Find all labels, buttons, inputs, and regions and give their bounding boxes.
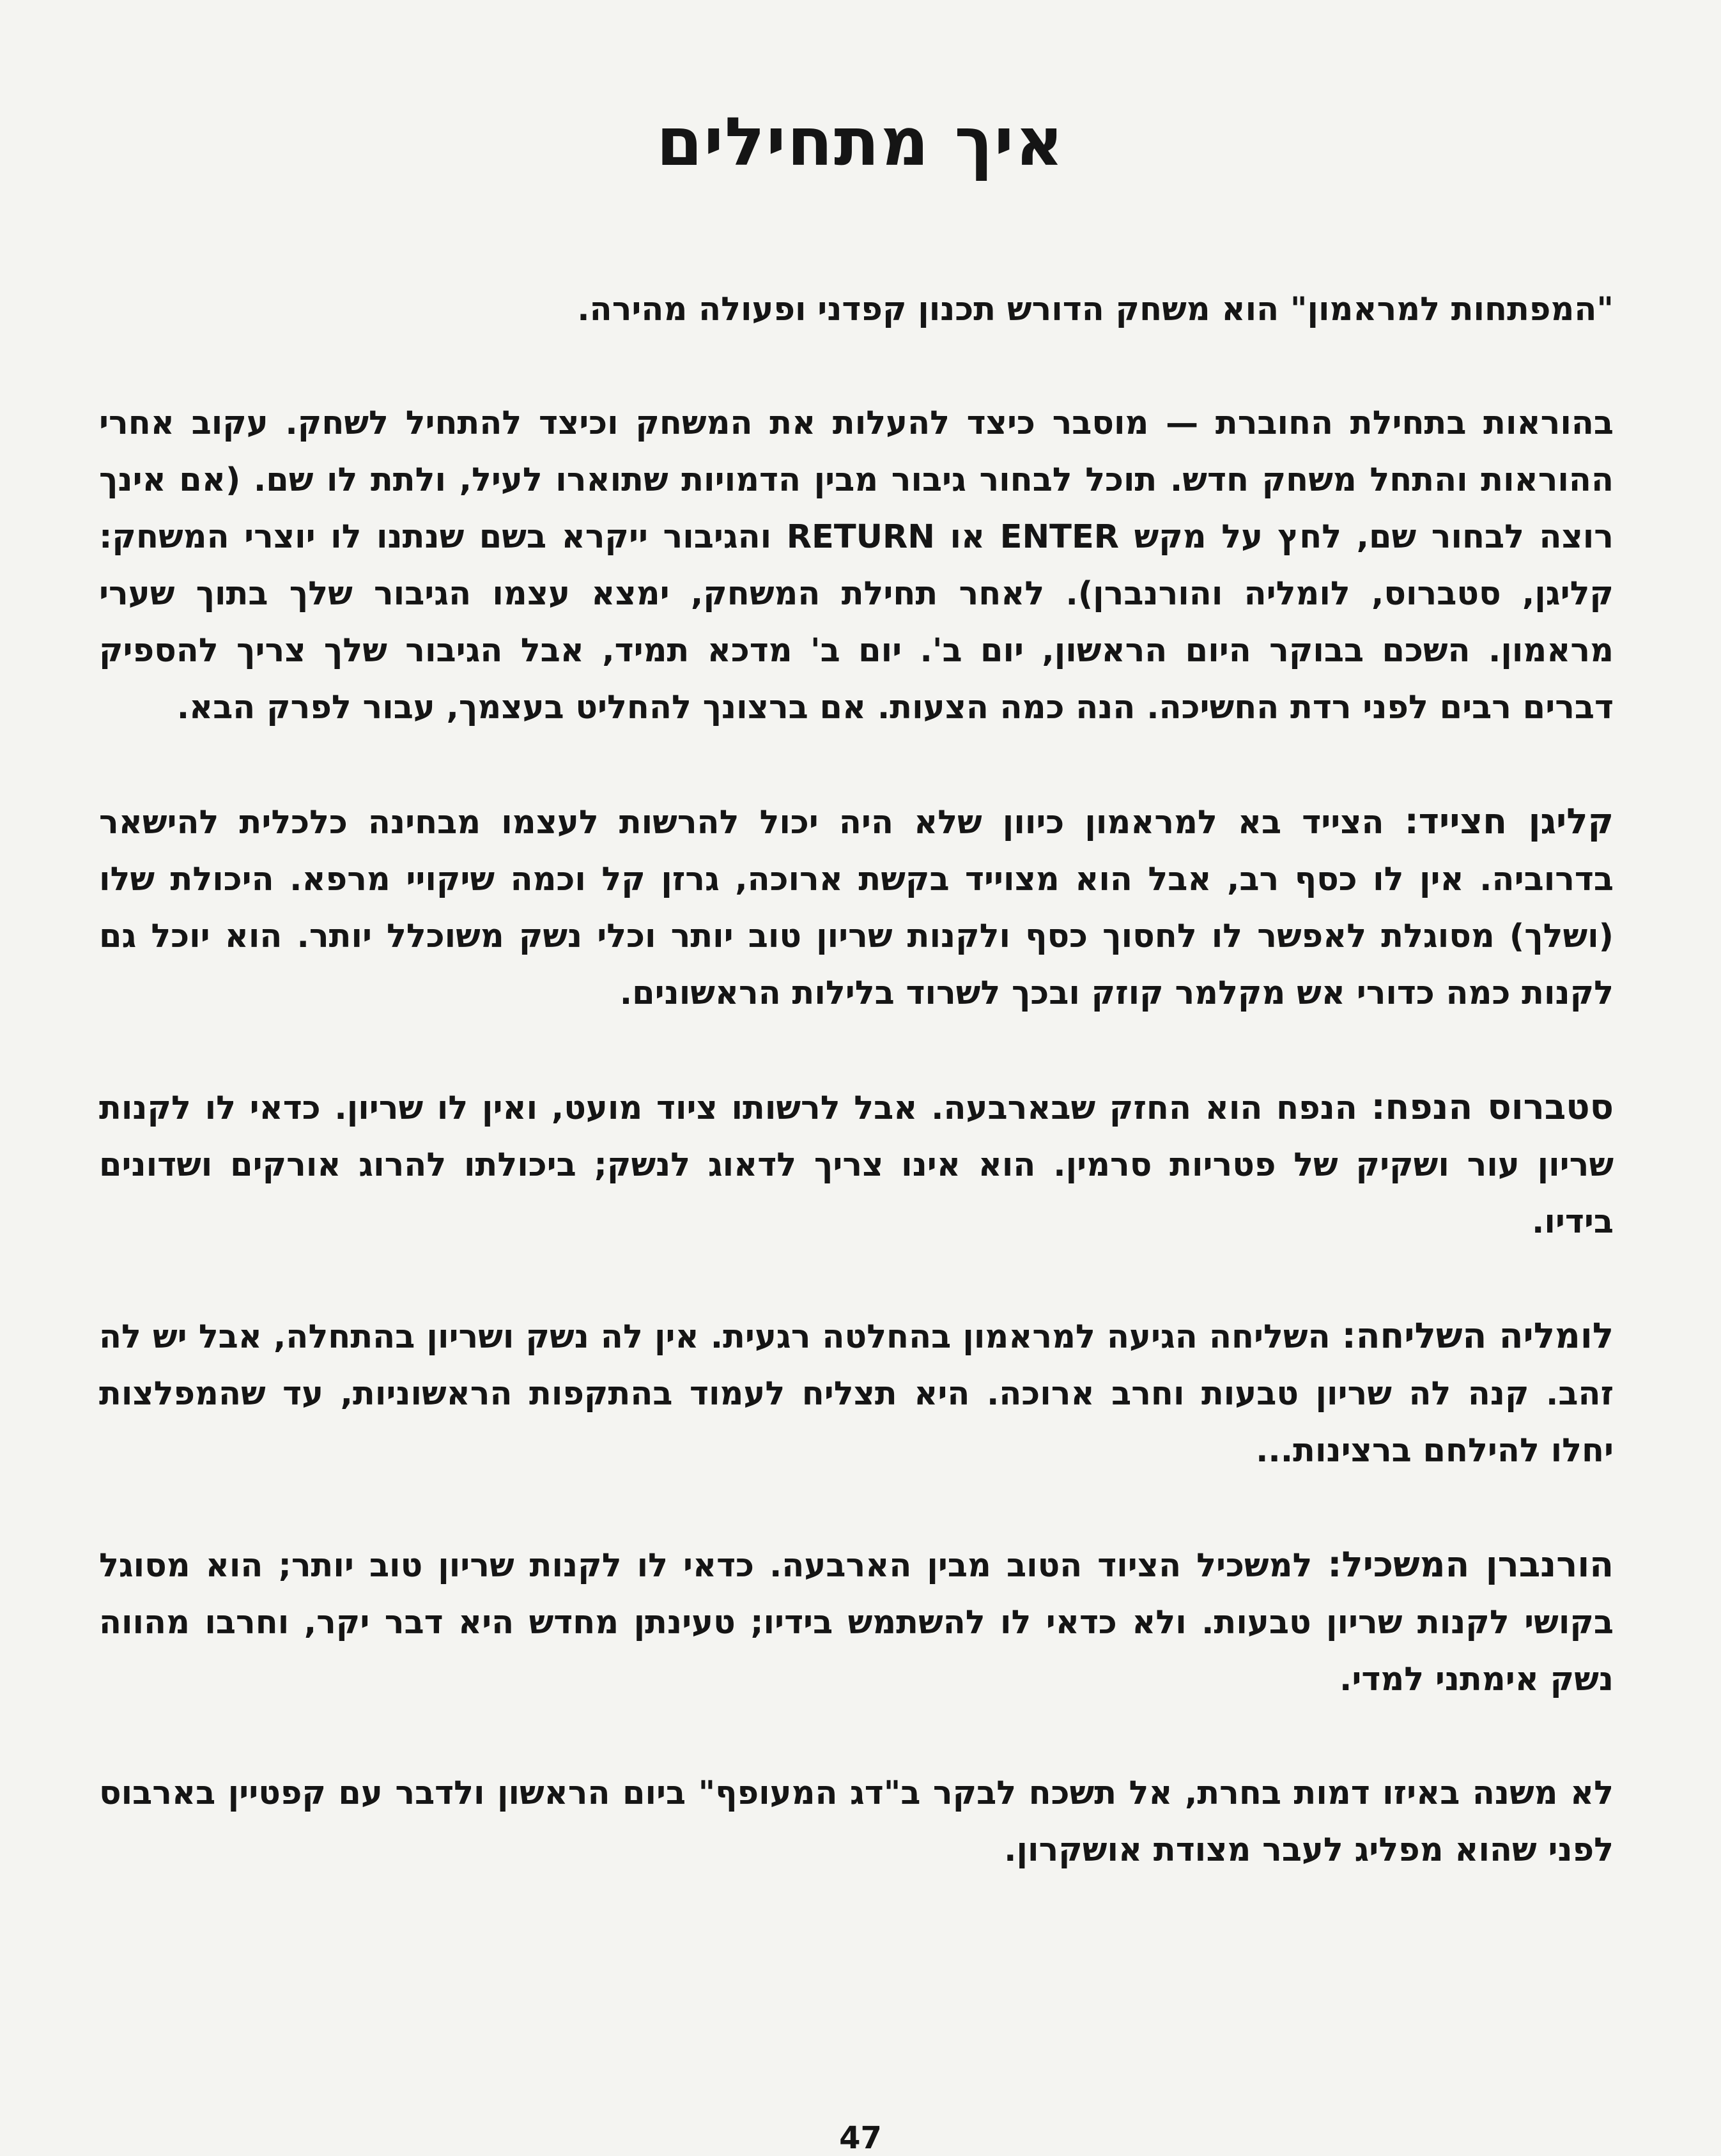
character-name: סטברוס הנפח:: [1371, 1086, 1614, 1127]
character-description: הנפח הוא החזק שבארבעה. אבל לרשותו ציוד מועט, ואין לו שריון. כדאי לו לקנות שריון עור ושקיק של פטריות סרמין. הוא אינו צריך לדאוג לנשק; ביכולתו להרוג אורקים ושדונים בידיו.: [99, 1090, 1614, 1241]
intro-paragraph: "המפתחות למראמון" הוא משחק הדורש תכנון קפדני ופעולה מהירה.: [577, 291, 1614, 328]
character-description: השליחה הגיעה למראמון בהחלטה רגעית. אין לה נשק ושריון בהתחלה, אבל יש לה זהב. קנה לה שריון טבעות וחרב ארוכה. היא תצליח לעמוד בהתקפות הראשוניות, עד שהמפלצות יחלו להילחם ברצינות...: [99, 1318, 1614, 1470]
page-title: איך מתחילים: [656, 103, 1065, 181]
character-paragraph-hornbrun: [99, 1536, 1614, 1708]
character-paragraph-caligan: [99, 793, 1614, 1022]
body-text: [99, 281, 1614, 1936]
character-description: למשכיל הציוד הטוב מבין הארבעה. כדאי לו לקנות שריון טוב יותר; הוא מסוגל בקושי לקנות שריון טבעות. ולא כדאי לו להשתמש בידיו; טעינתן מחדש היא דבר יקר, וחרבו מהווה נשק אימתני למדי.: [99, 1547, 1614, 1698]
setup-paragraph: בהוראות בתחילת החוברת — מוסבר כיצד להעלות את המשחק וכיצד להתחיל לשחק. עקוב אחרי ההוראות והתחל משחק חדש. תוכל לבחור גיבור מבין הדמויות שתוארו לעיל, ולתת לו שם. (אם אינך רוצה לבחור שם, לחץ על מקש ENTER או RETURN והגיבור ייקרא בשם שנתנו לו יוצרי המשחק: קליגן, סטברוס, לומליה והורנברן). לאחר תחילת המשחק, ימצא עצמו הגיבור שלך בתוך שערי מראמון. השכם בבוקר היום הראשון, יום ב'. יום ב' מדכא תמיד, אבל הגיבור שלך צריך להספיק דברים רבים לפני רדת החשיכה. הנה כמה הצעות. אם ברצונך להחליט בעצמך, עבור לפרק הבא.: [99, 404, 1614, 727]
character-description: הצייד בא למראמון כיוון שלא היה יכול להרשות לעצמו מבחינה כלכלית להישאר בדרוביה. אין לו כסף רב, אבל הוא מצוייד בקשת ארוכה, גרזן קל וכמה שיקויי מרפא. היכולת שלו (ושלך) מסוגלת לאפשר לו לחסוך כסף ולקנות שריון טוב יותר וכלי נשק משוכלל יותר. הוא יוכל גם לקנות כמה כדורי אש מקלמר קוזק ובכך לשרוד בלילות הראשונים.: [99, 804, 1614, 1012]
character-name: קליגן חצייד:: [1404, 801, 1614, 842]
character-name: לומליה השליחה:: [1341, 1315, 1614, 1356]
closing-paragraph: לא משנה באיזו דמות בחרת, אל תשכח לבקר ב"דג המעופף" ביום הראשון ולדבר עם קפטיין בארבוס לפני שהוא מפליג לעבר מצודת אושקרון.: [99, 1775, 1614, 1869]
character-name: הורנברן המשכיל:: [1327, 1544, 1614, 1585]
character-paragraph-lumelia: [99, 1307, 1614, 1479]
character-paragraph-stavros: [99, 1079, 1614, 1251]
page-number: 47: [839, 2120, 882, 2156]
